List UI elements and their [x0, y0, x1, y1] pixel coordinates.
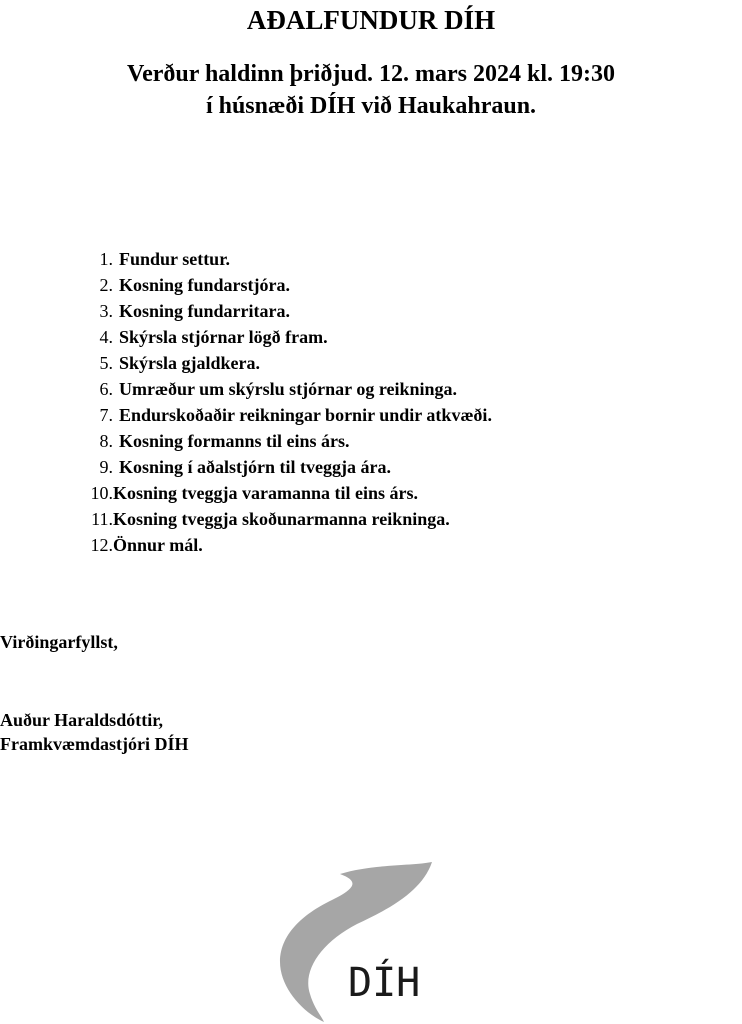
agenda-item-text: Skýrsla stjórnar lögð fram.	[119, 327, 328, 347]
agenda-item	[60, 506, 492, 532]
agenda-item-number: 6.	[99, 379, 113, 399]
agenda-item-text: Kosning formanns til eins árs.	[119, 431, 350, 451]
agenda-item-text: Kosning fundarritara.	[119, 301, 291, 321]
agenda-item-text: Kosning í aðalstjórn til tveggja ára.	[119, 457, 391, 477]
agenda-list	[60, 246, 492, 558]
meeting-info	[0, 58, 742, 122]
signer-position: Framkvæmdastjóri DÍH	[0, 734, 189, 754]
agenda-item-number: 1.	[99, 249, 113, 269]
agenda-item	[60, 480, 492, 506]
agenda-item-text: Kosning tveggja skoðunarmanna reikninga.	[113, 509, 450, 529]
dih-logo	[262, 862, 452, 1024]
agenda-item-number: 3.	[99, 301, 113, 321]
agenda-item	[60, 532, 492, 558]
meeting-date-line: Verður haldinn þriðjud. 12. mars 2024 kl. 19:30	[126, 61, 616, 87]
agenda-item-number: 11.	[91, 509, 113, 529]
agenda-item-number: 2.	[99, 275, 113, 295]
logo-text: DÍH	[348, 960, 421, 1006]
agenda-item-text: Endurskoðaðir reikningar bornir undir atkvæði.	[119, 405, 492, 425]
agenda-item	[60, 246, 492, 272]
agenda-item	[60, 376, 492, 402]
agenda-item-number: 8.	[99, 431, 113, 451]
meeting-location-line: í húsnæði DÍH við Haukahraun.	[205, 93, 537, 119]
agenda-item	[60, 428, 492, 454]
agenda-item-number: 12.	[90, 535, 113, 555]
agenda-item	[60, 324, 492, 350]
signer-name: Auður Haraldsdóttir,	[0, 710, 164, 730]
agenda-item-number: 5.	[99, 353, 113, 373]
agenda-item-text: Umræður um skýrslu stjórnar og reikninga.	[119, 379, 458, 399]
agenda-item	[60, 402, 492, 428]
agenda-item-text: Fundur settur.	[119, 249, 231, 269]
agenda-item-number: 9.	[99, 457, 113, 477]
agenda-item	[60, 298, 492, 324]
agenda-item	[60, 272, 492, 298]
agenda-item-number: 7.	[99, 405, 113, 425]
agenda-item-number: 10.	[90, 483, 113, 503]
agenda-item	[60, 350, 492, 376]
agenda-item-text: Kosning fundarstjóra.	[119, 275, 291, 295]
agenda-item-text: Skýrsla gjaldkera.	[119, 353, 261, 373]
agenda-item-text: Kosning tveggja varamanna til eins árs.	[113, 483, 419, 503]
agenda-item	[60, 454, 492, 480]
document-title: AÐALFUNDUR DÍH	[246, 5, 496, 35]
agenda-item-number: 4.	[99, 327, 113, 347]
signature-block	[0, 708, 188, 756]
closing-salutation: Virðingarfyllst,	[0, 632, 118, 652]
agenda-item-text: Önnur mál.	[113, 535, 203, 555]
